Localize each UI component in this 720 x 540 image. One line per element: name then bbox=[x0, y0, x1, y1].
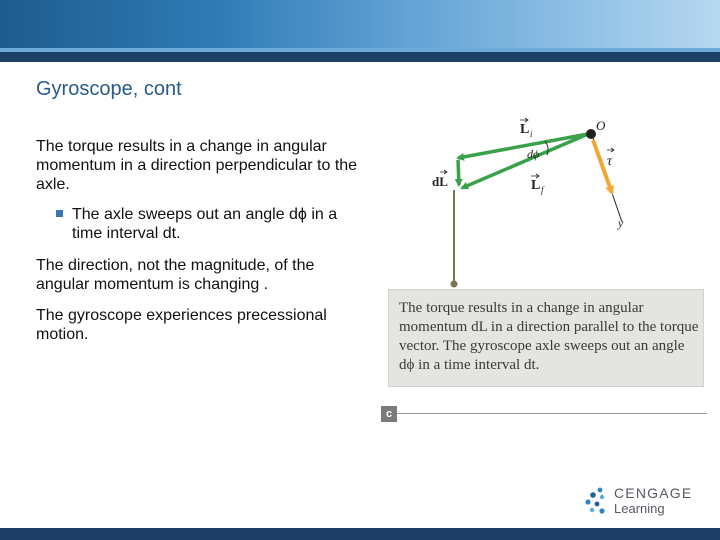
vector-Lf bbox=[462, 134, 588, 188]
label-y: y bbox=[618, 216, 624, 230]
label-Lf: L bbox=[531, 178, 541, 193]
figure-caption-box bbox=[388, 289, 704, 387]
pivot-point-O bbox=[586, 129, 596, 139]
paragraph-torque: The torque results in a change in angular momentum in a direction perpendicular to the axle. bbox=[36, 138, 358, 193]
bullet-item bbox=[56, 205, 356, 243]
cengage-logo bbox=[583, 485, 693, 519]
top-bar bbox=[0, 52, 720, 62]
paragraph-direction: The direction, not the magnitude, of the angular momentum is changing . bbox=[36, 257, 315, 293]
bullet-text: The axle sweeps out an angle dϕ in a time interval dt. bbox=[72, 206, 338, 242]
paragraph-precession: The gyroscope experiences precessional motion. bbox=[36, 307, 327, 343]
label-dphi: dϕ bbox=[527, 147, 540, 161]
logo-text-learning: Learning bbox=[614, 501, 665, 516]
bottom-bar bbox=[0, 528, 720, 540]
label-O: O bbox=[596, 118, 606, 133]
panel-rule bbox=[397, 413, 707, 414]
panel-label: c bbox=[381, 406, 397, 422]
figure-caption: The torque results in a change in angular momentum dL in a direction parallel to the torque vector. The gyroscope axle sweeps out an angle dϕ in a time interval dt. bbox=[399, 300, 699, 373]
top-banner bbox=[0, 0, 720, 52]
square-bullet-icon bbox=[56, 210, 63, 217]
label-Li-sub: i bbox=[530, 129, 533, 139]
logo-text-cengage: CENGAGE bbox=[614, 485, 693, 501]
vector-dL bbox=[458, 160, 459, 185]
label-Lf-sub: f bbox=[541, 185, 544, 195]
slide-title: Gyroscope, cont bbox=[36, 78, 182, 100]
label-Li: L bbox=[520, 122, 530, 137]
pointer-dot bbox=[451, 281, 458, 288]
vector-Li bbox=[458, 134, 588, 158]
cengage-dots-icon bbox=[583, 487, 611, 517]
label-tau: τ bbox=[607, 154, 613, 169]
label-dL: dL bbox=[432, 174, 448, 189]
vector-arrow-icon bbox=[607, 148, 614, 152]
